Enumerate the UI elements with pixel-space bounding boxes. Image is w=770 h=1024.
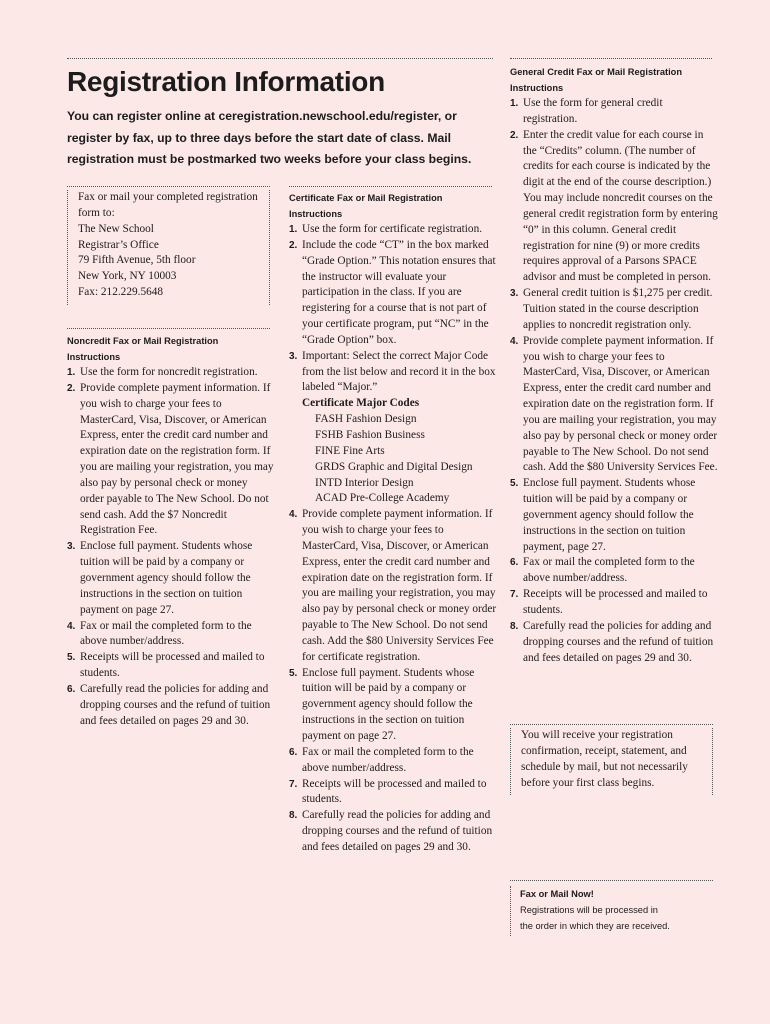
certificate-heading-line2: Instructions	[289, 209, 343, 219]
major-code: FINE Fine Arts	[315, 444, 385, 457]
step-text: Receipts will be processed and mailed to students.	[523, 588, 708, 616]
list-item: 1. Use the form for certificate registration.	[289, 223, 483, 235]
confirmation-text: You will receive your registration confirmation, receipt, statement, and schedule by mail, but not necessarily before your first class begins.	[521, 729, 688, 789]
step-text: Carefully read the policies for adding and dropping courses and the refund of tuition and fees detailed on pages 29 and 30.	[523, 619, 714, 664]
confirmation-top-rule	[510, 724, 713, 725]
list-item: 3. Enclose full payment. Students whose tuition will be paid by a company or government agency should follow the instructions in the section on tuition payment on page 27.	[67, 540, 253, 616]
list-item: 2. Enter the credit value for each course in the “Credits” column. (The number of credits for each course is indicated by the digit at the end of the course description.) You may include noncredit courses on the general credit registration form by entering “0” in this column. General credit registration for nine (9) or more credits requires approval of a Parsons SPACE advisor and must be completed in person.	[510, 128, 718, 284]
noncredit-heading-line1: Noncredit Fax or Mail Registration	[67, 336, 219, 346]
fax-box-line: The New School	[78, 222, 154, 235]
certificate-section	[289, 190, 497, 856]
fax-box-line: Fax or mail your completed registration	[78, 191, 258, 203]
general-section	[510, 64, 718, 666]
confirmation-note	[510, 728, 713, 795]
fax-box-line: form to:	[78, 206, 115, 219]
list-item: 6. Fax or mail the completed form to the above number/address.	[510, 556, 695, 585]
list-item: 3. General credit tuition is $1,275 per credit. Tuition stated in the course description applies to noncredit registration only.	[510, 287, 713, 331]
step-text: Fax or mail the completed form to the above number/address.	[302, 745, 474, 774]
step-text: General credit tuition is $1,275 per credit. Tuition stated in the course description applies to noncredit registration only.	[523, 287, 713, 331]
step-text: Provide complete payment information. If you wish to charge your fees to MasterCard, Visa, Discover, or American Express, enter the credit card number and expiration date on the registration form. If you are mailing your registration, you may also pay by personal check or money order payable to The New School. Do not send cash. Add the $7 Noncredit Registration Fee.	[80, 381, 274, 537]
fax-now-line2: the order in which they are received.	[520, 921, 670, 931]
step-text: Enclose full payment. Students whose tuition will be paid by a company or government agency should follow the instructions in the section on tuition payment on page 27.	[80, 540, 253, 616]
list-item: 4. Provide complete payment information. If you wish to charge your fees to MasterCard, Visa, Discover, or American Express, enter the credit card number and expiration date on the registration form. If you are mailing your registration, you may also pay by personal check or money order payable to The New School. Do not send cash. Add the $80 University Services Fee for certificate registration.	[289, 508, 497, 663]
noncredit-heading-line2: Instructions	[67, 352, 121, 362]
fax-box-top-rule	[67, 186, 270, 187]
step-text: Enclose full payment. Students whose tuition will be paid by a company or government agency should follow the instructions in the section on tuition payment on page 27.	[302, 666, 475, 742]
step-text: Important: Select the correct Major Code from the list below and record it in the box labeled “Major.”	[302, 349, 496, 394]
list-item: 1. Use the form for noncredit registration.	[67, 366, 258, 378]
step-text: Provide complete payment information. If you wish to charge your fees to MasterCard, Visa, Discover, or American Express, enter the credit card number and expiration date on the registration form. If you are mailing your registration, you may also pay by personal check or money order payable to The New School. Do not send cash. Add the $80 University Services Fee for certificate registration.	[302, 508, 497, 663]
list-item: 5. Enclose full payment. Students whose tuition will be paid by a company or government agency should follow the instructions in the section on tuition payment, page 27.	[510, 477, 696, 553]
majors-list	[302, 412, 497, 507]
step-text: Include the code “CT” in the box marked “Grade Option.” This notation ensures that the instructor will evaluate your participation in the class. If you are registering for a course that is not part of your certificate program, put “NC” in the “Grade Option” box.	[302, 238, 496, 346]
step-text: Carefully read the policies for adding and dropping courses and the refund of tuition and fees detailed on pages 29 and 30.	[302, 809, 493, 853]
fax-address-box	[67, 190, 270, 305]
step-text: Fax or mail the completed form to the above number/address.	[523, 556, 695, 585]
step-text: Enclose full payment. Students whose tuition will be paid by a company or government agency should follow the instructions in the section on tuition payment, page 27.	[523, 477, 696, 553]
fax-now-box	[510, 886, 720, 936]
fax-box-line: Fax: 212.229.5648	[78, 286, 164, 299]
list-item: 6. Fax or mail the completed form to the above number/address.	[289, 745, 474, 774]
noncredit-section	[67, 333, 274, 729]
fax-now-heading: Fax or Mail Now!	[520, 889, 594, 899]
certificate-steps	[289, 222, 497, 856]
certificate-heading	[289, 190, 497, 222]
fax-now-line1: Registrations will be processed in	[520, 905, 658, 915]
step-text: Carefully read the policies for adding and dropping courses and the refund of tuition and fees detailed on pages 29 and 30.	[80, 682, 271, 727]
list-item: 1. Use the form for general credit registration.	[510, 97, 663, 125]
list-item: 4. Fax or mail the completed form to the above number/address.	[67, 619, 252, 648]
top-rule-right	[510, 58, 712, 59]
major-code: INTD Interior Design	[315, 476, 414, 489]
step-text: Fax or mail the completed form to the above number/address.	[80, 619, 252, 648]
general-heading-line1: General Credit Fax or Mail Registration	[510, 67, 683, 77]
noncredit-steps	[67, 365, 274, 729]
list-item: 7. Receipts will be processed and mailed to students.	[510, 588, 708, 616]
step-text: Enter the credit value for each course in the “Credits” column. (The number of credits for each course is indicated by the digit at the end of the course description.) You may include noncredit courses on the general credit registration form by entering “0” in this column. General credit registration for nine (9) or more credits requires approval of a Parsons SPACE advisor and must be completed in person.	[523, 128, 718, 284]
major-code: GRDS Graphic and Digital Design	[315, 460, 473, 473]
step-text: Receipts will be processed and mailed to students.	[80, 651, 265, 680]
page-title: Registration Information	[67, 66, 385, 97]
list-item: 7. Receipts will be processed and mailed to students.	[289, 777, 487, 806]
noncredit-heading	[67, 333, 274, 365]
list-item: 2. Provide complete payment information. If you wish to charge your fees to MasterCard, Visa, Discover, or American Express, enter the credit card number and expiration date on the registration form. If you are mailing your registration, you may also pay by personal check or money order payable to The New School. Do not send cash. Add the $7 Noncredit Registration Fee.	[67, 381, 274, 537]
major-code: ACAD Pre-College Academy	[315, 492, 450, 505]
majors-heading: Certificate Major Codes	[302, 397, 420, 410]
list-item: 8. Carefully read the policies for adding and dropping courses and the refund of tuition and fees detailed on pages 29 and 30.	[289, 809, 493, 853]
fax-box-line: Registrar’s Office	[78, 238, 159, 251]
step-text: Provide complete payment information. If you wish to charge your fees to MasterCard, Visa, Discover, or American Express, enter the credit card number and expiration date on the registration form. If you are mailing your registration, you may also pay by personal check or money order payable to The New School. Do not send cash. Add the $80 University Services Fee.	[523, 334, 718, 474]
fax-box-line: 79 Fifth Avenue, 5th floor	[78, 254, 196, 267]
list-item: 6. Carefully read the policies for adding and dropping courses and the refund of tuition and fees detailed on pages 29 and 30.	[67, 682, 271, 727]
list-item: 8. Carefully read the policies for adding and dropping courses and the refund of tuition and fees detailed on pages 29 and 30.	[510, 619, 714, 664]
list-item: 2. Include the code “CT” in the box marked “Grade Option.” This notation ensures that the instructor will evaluate your participation in the class. If you are registering for a course that is not part of your certificate program, put “NC” in the “Grade Option” box.	[289, 238, 496, 346]
general-heading-line2: Instructions	[510, 83, 564, 93]
certificate-top-rule	[289, 186, 492, 187]
list-item: 5. Enclose full payment. Students whose tuition will be paid by a company or government agency should follow the instructions in the section on tuition payment on page 27.	[289, 666, 475, 742]
general-steps	[510, 96, 718, 666]
major-code: FASH Fashion Design	[315, 413, 417, 426]
general-heading	[510, 64, 718, 96]
fax-now-top-rule	[510, 880, 713, 881]
noncredit-top-rule	[67, 328, 270, 329]
major-code: FSHB Fashion Business	[315, 428, 425, 441]
list-item: 3. Important: Select the correct Major Code from the list below and record it in the box labeled “Major.” Certificate Major Codes FASH Fashion Design FSHB Fashion Business FINE Fine Arts GRDS Graphic and Digital Design INTD Interior Design ACAD Pre-College Academy	[289, 349, 497, 507]
step-text: Use the form for certificate registration.	[302, 223, 483, 235]
top-rule	[67, 58, 493, 59]
step-text: Receipts will be processed and mailed to students.	[302, 777, 487, 806]
list-item: 5. Receipts will be processed and mailed to students.	[67, 651, 265, 680]
fax-box-line: New York, NY 10003	[78, 270, 177, 283]
step-text: Use the form for general credit registration.	[523, 97, 663, 125]
certificate-heading-line1: Certificate Fax or Mail Registration	[289, 193, 443, 203]
step-text: Use the form for noncredit registration.	[80, 366, 258, 378]
intro-text: You can register online at ceregistration.newschool.edu/register, or register by fax, up to three days before the start date of class. Mail registration must be postmarked two weeks before your class begins.	[67, 109, 472, 166]
list-item: 4. Provide complete payment information. If you wish to charge your fees to MasterCard, Visa, Discover, or American Express, enter the credit card number and expiration date on the registration form. If you are mailing your registration, you may also pay by personal check or money order payable to The New School. Do not send cash. Add the $80 University Services Fee.	[510, 334, 718, 474]
